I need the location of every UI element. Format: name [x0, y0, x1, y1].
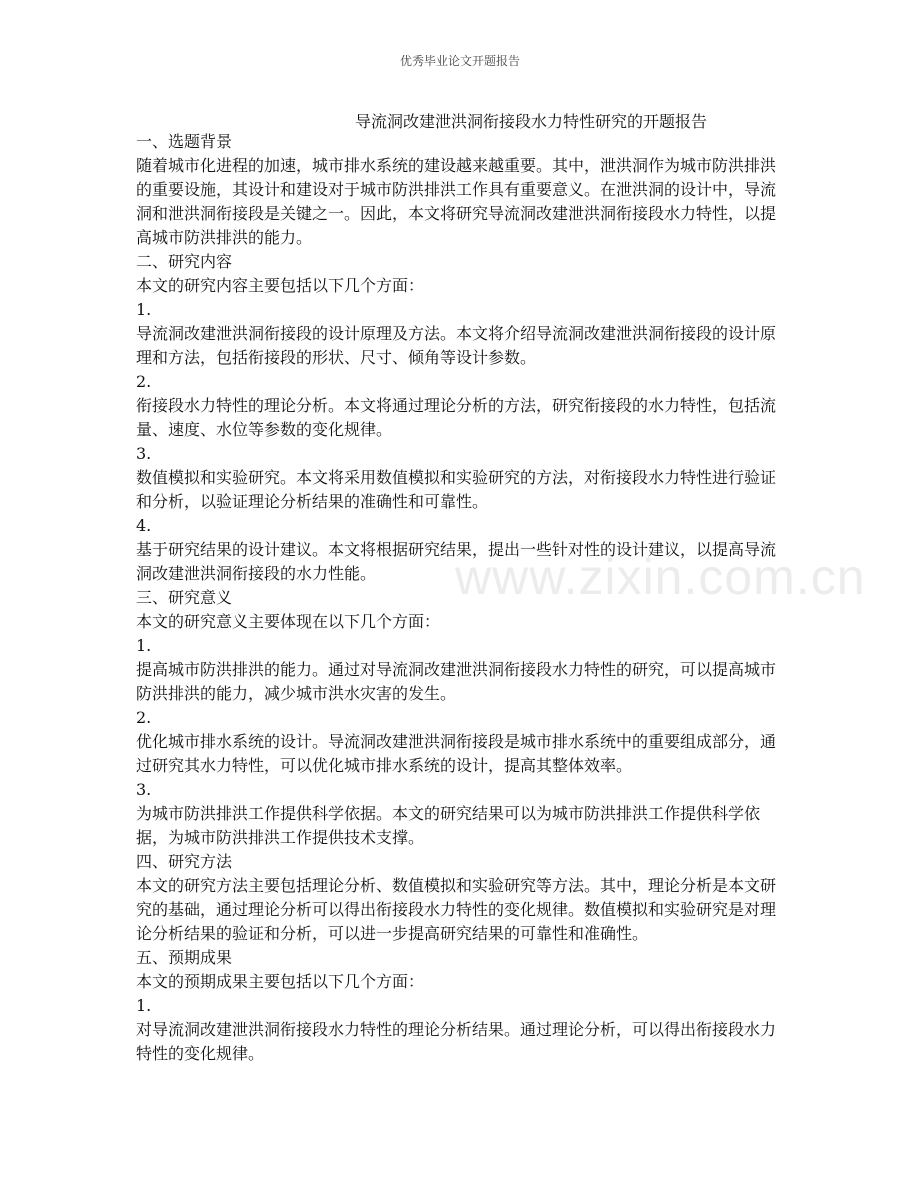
list-number: 2. — [136, 372, 152, 391]
list-item-text: 提高城市防洪排洪的能力。通过对导流洞改建泄洪洞衔接段水力特性的研究，可以提高城市防洪排洪的能力，减少城市洪水灾害的发生。 — [136, 660, 777, 703]
list-item-text: 数值模拟和实验研究。本文将采用数值模拟和实验研究的方法，对衔接段水力特性进行验证和分析，以验证理论分析结果的准确性和可靠性。 — [136, 468, 777, 511]
list-item-text: 对导流洞改建泄洪洞衔接段水力特性的理论分析结果。通过理论分析，可以得出衔接段水力特性的变化规律。 — [136, 1020, 777, 1063]
list-number: 4. — [136, 516, 152, 535]
list-number: 2. — [136, 708, 152, 727]
document-title: 导流洞改建泄洪洞衔接段水力特性研究的开题报告 — [355, 112, 708, 131]
list-number: 3. — [136, 780, 152, 799]
list-item-text: 基于研究结果的设计建议。本文将根据研究结果，提出一些针对性的设计建议，以提高导流洞改建泄洪洞衔接段的水力性能。 — [136, 540, 777, 583]
list-item-text: 导流洞改建泄洪洞衔接段的设计原理及方法。本文将介绍导流洞改建泄洪洞衔接段的设计原理和方法，包括衔接段的形状、尺寸、倾角等设计参数。 — [136, 324, 777, 367]
paragraph-significance-intro: 本文的研究意义主要体现在以下几个方面： — [136, 612, 441, 631]
page-header: 优秀毕业论文开题报告 — [399, 54, 520, 68]
paragraph-results-intro: 本文的预期成果主要包括以下几个方面： — [136, 972, 425, 991]
list-item-text: 衔接段水力特性的理论分析。本文将通过理论分析的方法，研究衔接段的水力特性，包括流量、速度、水位等参数的变化规律。 — [136, 396, 777, 439]
list-number: 1. — [136, 300, 152, 319]
paragraph-method: 本文的研究方法主要包括理论分析、数值模拟和实验研究等方法。其中，理论分析是本文研究的基础，通过理论分析可以得出衔接段水力特性的变化规律。数值模拟和实验研究是对理论分析结果的验证和分析，可以进一步提高研究结果的可靠性和准确性。 — [136, 876, 777, 943]
list-number: 1. — [136, 996, 152, 1015]
section-heading-expected-results: 五、预期成果 — [136, 948, 233, 967]
list-item-text: 优化城市排水系统的设计。导流洞改建泄洪洞衔接段是城市排水系统中的重要组成部分，通过研究其水力特性，可以优化城市排水系统的设计，提高其整体效率。 — [136, 732, 777, 775]
section-heading-method: 四、研究方法 — [136, 852, 233, 871]
paragraph-background: 随着城市化进程的加速，城市排水系统的建设越来越重要。其中，泄洪洞作为城市防洪排洪的重要设施，其设计和建设对于城市防洪排洪工作具有重要意义。在泄洪洞的设计中，导流洞和泄洪洞衔接段是关键之一。因此，本文将研究导流洞改建泄洪洞衔接段水力特性，以提高城市防洪排洪的能力。 — [136, 156, 777, 247]
list-item-text: 为城市防洪排洪工作提供科学依据。本文的研究结果可以为城市防洪排洪工作提供科学依据，为城市防洪排洪工作提供技术支撑。 — [136, 804, 761, 847]
section-heading-background: 一、选题背景 — [136, 132, 233, 151]
list-number: 1. — [136, 636, 152, 655]
watermark: www.zixin.com.cn — [455, 549, 866, 605]
section-heading-content: 二、研究内容 — [136, 252, 233, 271]
paragraph-content-intro: 本文的研究内容主要包括以下几个方面： — [136, 276, 425, 295]
list-number: 3. — [136, 444, 152, 463]
section-heading-significance: 三、研究意义 — [136, 588, 233, 607]
document-body — [136, 130, 788, 1066]
